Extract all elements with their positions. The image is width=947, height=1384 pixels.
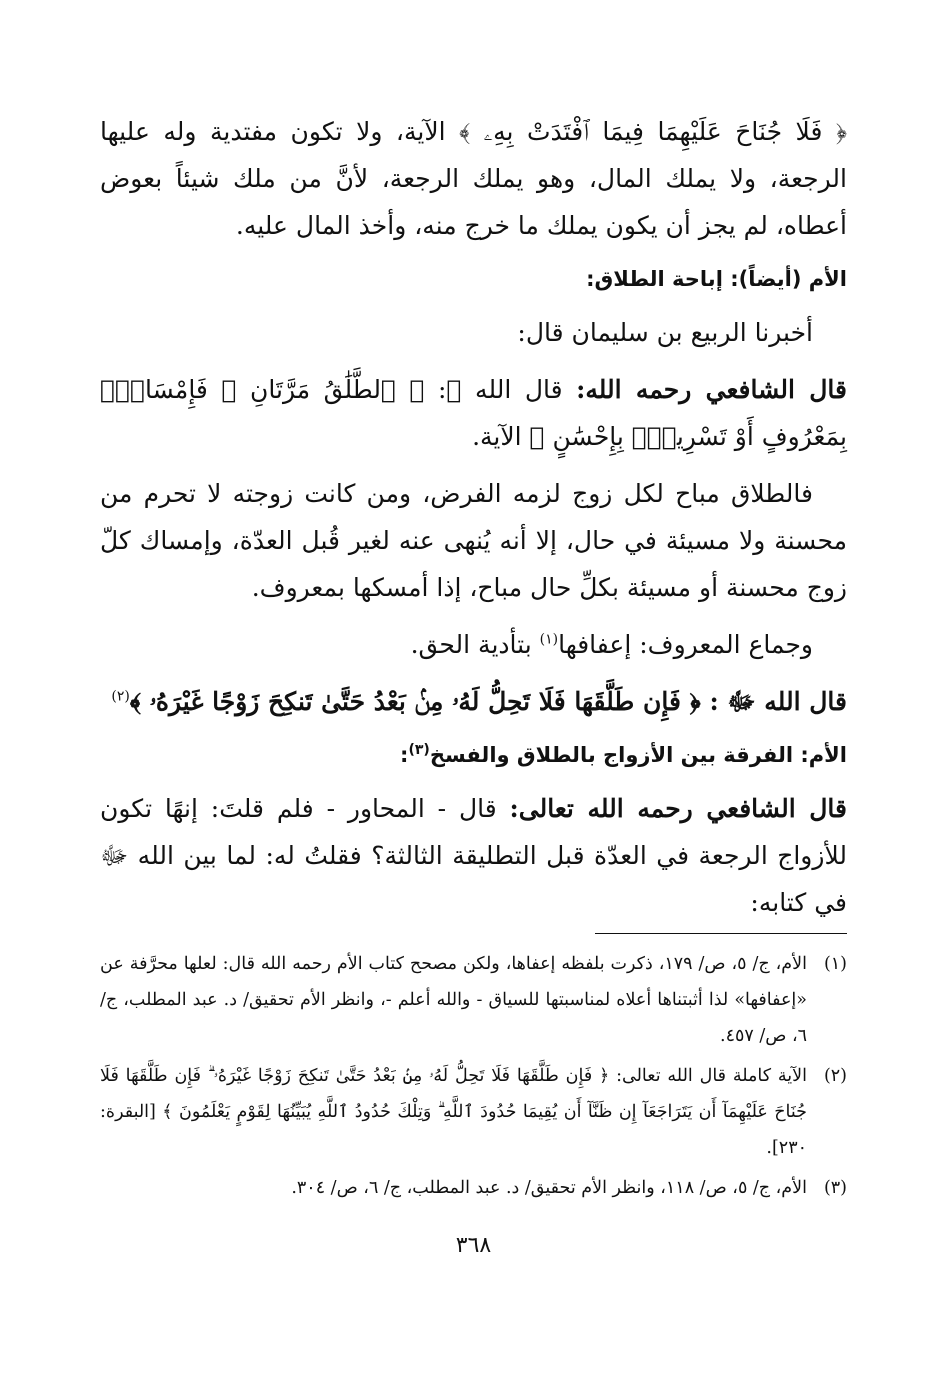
speaker-lead: قال الله ﷻ : bbox=[700, 687, 847, 716]
quran-verse: ﴿ فَإِن طَلَّقَهَا فَلَا تَحِلُّ لَهُۥ مِنۢ بَعْدُ حَتَّىٰ تَنكِحَ زَوْجًا غَيْرَهُۥ ﴾ bbox=[129, 687, 701, 716]
paragraph-6 bbox=[100, 678, 847, 725]
speaker-lead: قال الشافعي رحمه الله: bbox=[576, 375, 848, 404]
footnote-number: (٣) bbox=[823, 1178, 847, 1198]
main-text bbox=[100, 108, 847, 936]
footnote-number: (١) bbox=[823, 954, 847, 974]
paragraph-2: أخبرنا الربيع بن سليمان قال: bbox=[517, 318, 813, 347]
footnote-3 bbox=[100, 1170, 847, 1206]
footnote-number: (٢) bbox=[823, 1066, 847, 1086]
footnote-1 bbox=[100, 946, 847, 1054]
footnote-2 bbox=[100, 1058, 847, 1166]
paragraph-4: فالطلاق مباح لكل زوج لزمه الفرض، ومن كانت زوجته لا تحرم من محسنة ولا مسيئة في حال، إلا أنه يُنهى عنه لغير قُبل العدّة، وإمساك كلّ زوج محسنة أو مسيئة بكلِّ حال مباح، إذا أمسكها بمعروف. bbox=[100, 479, 847, 602]
paragraph-text: وجماع المعروف: إعفافها bbox=[558, 630, 813, 659]
paragraph-7 bbox=[100, 785, 847, 926]
quran-verse: ﴿ ٱلطَّلَٰقُ مَرَّتَانِ ۖ فَإِمْسَاكٌۢ بِمَعْرُوفٍ أَوْ تَسْرِيحٌۢ بِإِحْسَٰنٍ ﴾ bbox=[100, 375, 847, 451]
footnote-ref-3[interactable]: (٣) bbox=[408, 742, 430, 758]
section-heading-al-furqa bbox=[100, 735, 847, 775]
page-number: ٣٦٨ bbox=[455, 1233, 492, 1258]
section-heading-ibahat-al-talaq: الأم (أيضاً): إباحة الطلاق: bbox=[586, 267, 847, 291]
footnote-separator bbox=[595, 933, 847, 934]
paragraph-5 bbox=[100, 621, 847, 668]
footnote-text: الأم، ج/ ٥، ص/ ١٧٩، ذكرت بلفظه إعفاها، ولكن مصحح كتاب الأم رحمه الله قال: لعلها محرَّفة عن «إعفافها» لذا أثبتناها أعلاه لمناسبتها للسياق - والله أعلم -، وانظر الأم تحقيق/ د. عبد المطلب، ج/ ٦، ص/ ٤٥٧. bbox=[100, 954, 807, 1046]
quran-verse: ﴿ فَلَا جُنَاحَ عَلَيْهِمَا فِيمَا ٱفْتَدَتْ بِهِۦ ﴾ bbox=[459, 117, 847, 146]
paragraph-3 bbox=[100, 366, 847, 460]
paragraph-text: قال الله ﷻ: bbox=[424, 375, 577, 404]
footnote-text: الآية كاملة قال الله تعالى: ﴿ فَإِن طَلَّقَهَا فَلَا تَحِلُّ لَهُۥ مِنۢ بَعْدُ حَتَّىٰ تَنكِحَ زَوْجًا غَيْرَهُۥ ۗ فَإِن طَلَّقَهَا فَلَا جُنَاحَ عَلَيْهِمَآ أَن يَتَرَاجَعَآ إِن ظَنَّآ أَن يُقِيمَا حُدُودَ ٱللَّهِ ۗ وَتِلْكَ حُدُودُ ٱللَّهِ يُبَيِّنُهَا لِقَوْمٍ يَعْلَمُونَ ﴾ [البقرة: ٢٣٠]. bbox=[100, 1066, 807, 1158]
heading-colon: : bbox=[400, 743, 409, 767]
paragraph-text: الآية، ولا تكون مفتدية وله عليها الرجعة، ولا يملك المال، وهو يملك الرجعة، لأنَّ من ملك شيئاً بعوض أعطاه، لم يجز أن يكون يملك ما خرج منه، وأخذ المال عليه. bbox=[100, 117, 847, 240]
paragraph-1 bbox=[100, 108, 847, 249]
speaker-lead: قال الشافعي رحمه الله تعالى: bbox=[509, 794, 848, 823]
paragraph-text-tail: الآية. bbox=[472, 422, 530, 451]
footnote-ref-2[interactable]: (٢) bbox=[111, 688, 130, 705]
paragraph-text: قال - المحاور - فلم قلتَ: إنهًا تكون للأزواج الرجعة في العدّة قبل التطليقة الثالثة؟ فقلتُ له: لما بين الله ﷻ في كتابه: bbox=[100, 794, 847, 917]
heading-text: الأم: الفرقة بين الأزواج بالطلاق والفسخ bbox=[429, 743, 847, 767]
paragraph-text-tail: بتأدية الحق. bbox=[410, 630, 540, 659]
footnotes bbox=[100, 946, 847, 1210]
footnote-ref-1[interactable]: (١) bbox=[539, 631, 559, 648]
footnote-text: الأم، ج/ ٥، ص/ ١١٨، وانظر الأم تحقيق/ د. عبد المطلب، ج/ ٦، ص/ ٣٠٤. bbox=[291, 1178, 807, 1198]
